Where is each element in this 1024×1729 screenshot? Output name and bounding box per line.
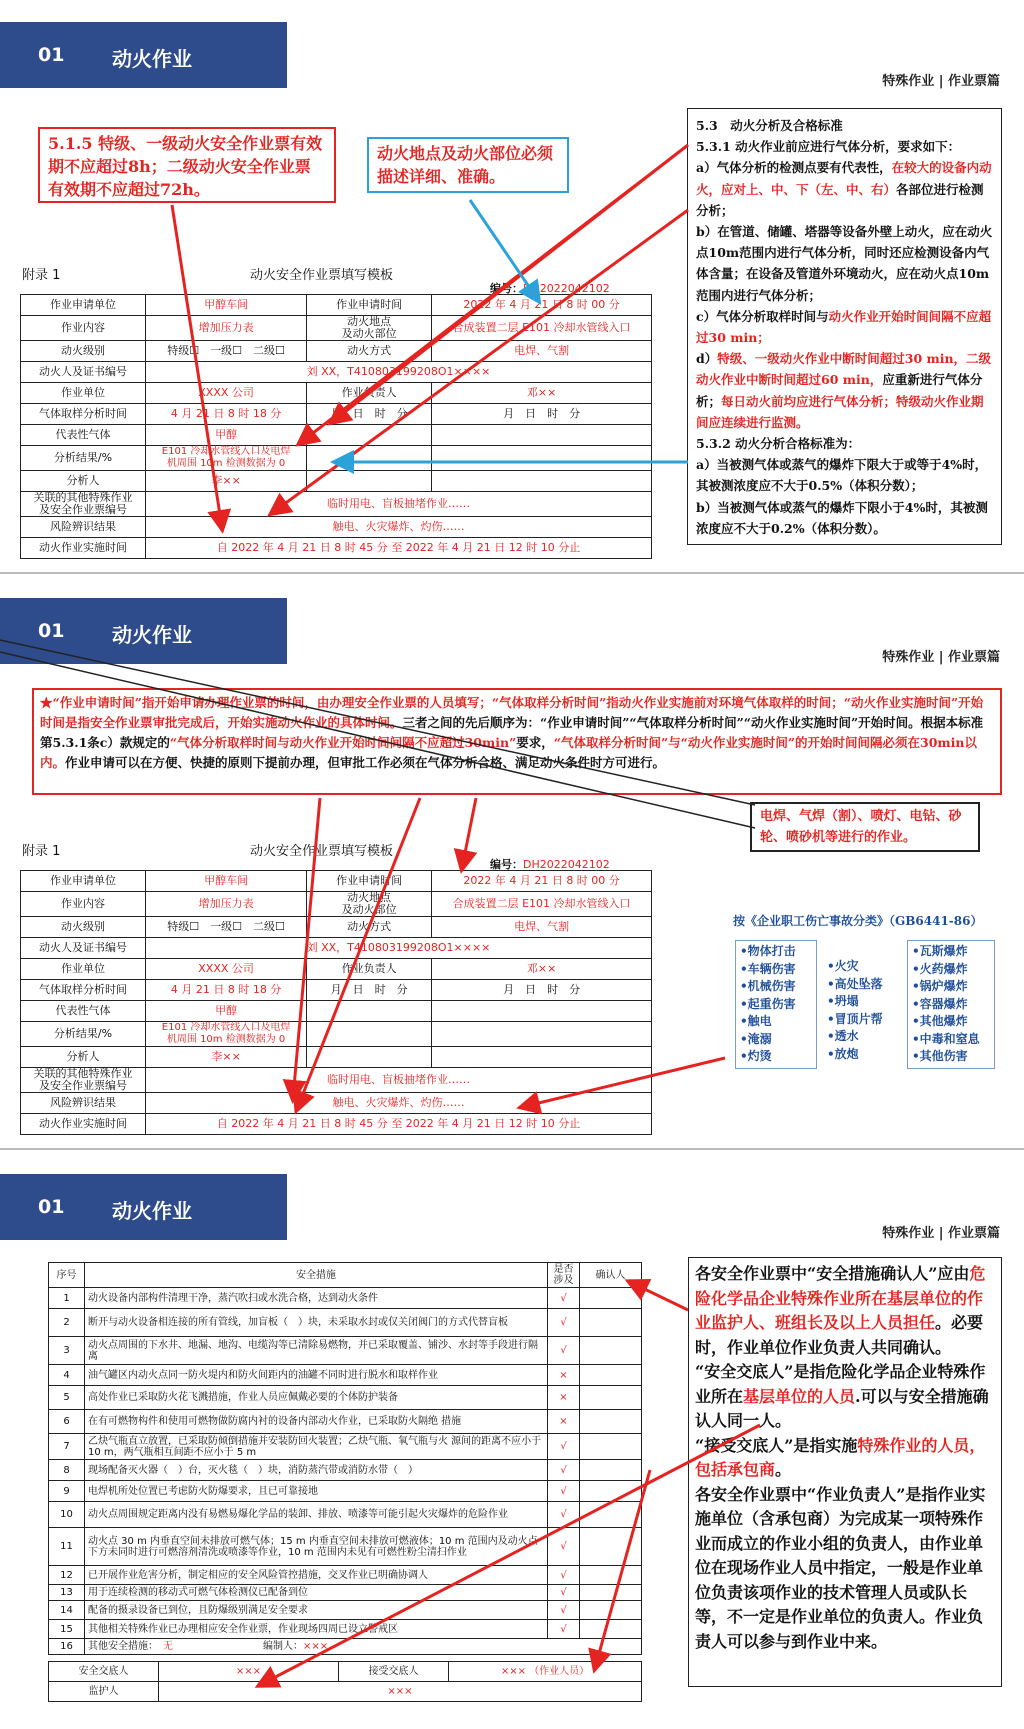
accident-classification: [733, 912, 995, 1087]
slide-1: [0, 0, 1024, 574]
note-confirmer-definitions: 各安全作业票中“安全措施确认人”应由危险化学品企业特殊作业所在基层单位的作业监护人、班组长及以上人员担任。必要时，作业单位作业负责人共同确认。 “安全交底人”是指危险化学品企业特殊作业所在基层单位的人员.可以与安全措施确认人同一人。 “接受交底人”是指实施特殊作业的人员，包括承包商。 各安全作业票中“作业负责人”是指作业实施单位（含承包商）为完成某一项特殊作业而成立的作业小组的负责人，由作业单位在现场作业人员中指定，一般是作业单位负责该项作业的技术管理人员或队长等，不一定是作业单位的负责人。作业负责人可以参与到作业中来。: [688, 1257, 1002, 1687]
std-c: c）气体分析取样时间与动火作业开始时间间隔不应超过30 min；: [696, 308, 992, 346]
note-validity: 5.1.5 特级、一级动火安全作业票有效期不应超过8h；二级动火安全作业票有效期不应超过72h。: [38, 127, 336, 203]
classification-col-2: •火灾 •高处坠落 •坍塌 •冒顶片帮 •透水 •放炮: [827, 959, 883, 1061]
safety-measures-table: 序号 安全措施 是否 涉及 确认人 1 动火设备内部构件清理干净，蒸汽吹扫或水洗合格，达到动火条件 √ 2 断开与动火设备相连接的所有管线，加盲板（ ）块，未采取水封或仅关闭阀门的方式代替盲板 √ 3 动火点周围的下水井、地漏、地沟、电缆沟等已清除易燃物，并已采取覆盖、铺沙、水封等手段进行隔离 √ 4 油气罐区内动火点同一防火堤内和防火间距内的油罐不同时进行脱水和取样作业 × 5 高处作业已采取防火花飞溅措施，作业人员应佩戴必要的个体防护装备 × 6 在有可燃物构件和使用可燃物做防腐内衬的设备内部动火作业，已采取防火隔绝 措施 × 7 乙炔气瓶直立放置，已采取防倾倒措施并安装防回火装置；乙炔气瓶、氧气瓶与火 源间的距离不应小于 10 m，两气瓶相互间距不应小于 5 m √ 8 现场配备灭火器（ ）台，灭火毯（ ）块，消防蒸汽带或消防水带（ ） √ 9 电焊机所处位置已考虑防火防爆要求，且已可靠接地 √ 10 动火点周围规定距离内没有易燃易爆化学品的装卸、排放、喷漆等可能引起火灾爆炸的危险作业 √ 11 动火点 30 m 内垂直空间未排放可燃气体；15 m 内垂直空间未排放可燃液体；10 m 范围内及动火点下方未同时进行可燃溶剂清洗或喷漆等作业，10 m 范围内未见有可燃性粉尘清扫作业 √ 12 已开展作业危害分析，制定相应的安全风险管控措施，交叉作业已明确协调人 √ 13 用于连续检测的移动式可燃气体检测仪已配备到位 √ 14 配备的摄录设备已到位，且防爆级别满足安全要求 √ 15 其他相关特殊作业已办理相应安全作业票，作业现场四周已设立警戒区 √ 16 其他安全措施： 无 编制人：×××: [48, 1262, 642, 1655]
classification-title: 按《企业职工伤亡事故分类》（GB6441-86）: [733, 914, 983, 928]
section-title: 动火作业: [112, 1199, 192, 1223]
section-header: [0, 1174, 287, 1240]
section-number: 01: [38, 1196, 65, 1218]
form-title: 动火安全作业票填写模板: [250, 844, 394, 859]
hot-work-permit-form: [20, 264, 652, 564]
section-title: 动火作业: [112, 47, 192, 71]
form-title: 动火安全作业票填写模板: [250, 268, 394, 283]
std-b: b）在管道、储罐、塔器等设备外壁上动火，应在动火点10m范围内进行气体分析，同时还应检测设备内气体含量；在设备及管道外环境动火，应在动火点10m范围内进行气体分析；: [696, 224, 993, 303]
std-b2: b）当被测气体或蒸气的爆炸下限小于4%时，其被测浓度应不大于0.2%（体积分数）。: [696, 499, 988, 536]
hot-work-permit-form: [20, 840, 652, 1140]
std-a2: a）当被测气体或蒸气的爆炸下限大于或等于4%时，其被测浓度应不大于0.5%（体积分数）；: [696, 457, 988, 494]
classification-col-3: •瓦斯爆炸 •火药爆炸 •锅炉爆炸 •容器爆炸 •其他爆炸 •中毒和窒息 •其他伤害: [907, 940, 995, 1069]
section-header: [0, 22, 287, 88]
std-5-3-2: 5.3.2 动火分析合格标准为：: [696, 436, 861, 452]
permit-table: 作业申请单位 甲醇车间 作业申请时间 2022 年 4 月 21 日 8 时 00 分 作业内容 增加压力表 动火地点 及动火部位 合成装置二层 E101 冷却水管线入口 动火级别 特级☐ 一级☐ 二级☐ 动火方式 电焊、气割 动火人及证书编号 刘 XX，T410803199208O1×××× 作业单位 XXXX 公司 作业负责人 邓×× 气体取样分析时间 4 月 21 日 8 时 18 分 月 日 时 分 月 日 时 分 代表性气体 甲醇 分析结果/% E101 冷却水管线入口及电焊 机周围 10m 检测数据为 0 分析人 李×× 关联的其他特殊作业 及安全作业票编号 临时用电、盲板抽堵作业…… 风险辨识结果 触电、火灾爆炸、灼伤…… 动火作业实施时间 自 2022 年 4 月 21 日 8 时 45 分 至 2022 年 4 月 21 日 12 时 10 分止: [20, 294, 652, 559]
slide-3: [0, 1152, 1024, 1729]
note-hot-work-methods: 电焊、气焊（割）、喷灯、电钻、砂轮、喷砂机等进行的作业。: [750, 802, 980, 852]
standard-5-3-box: [687, 108, 1002, 545]
disclosure-table: 安全交底人 ××× 接受交底人 ××× （作业人员） 监护人 ×××: [48, 1661, 642, 1702]
slide-2: [0, 576, 1024, 1150]
appendix-label: 附录 1: [22, 268, 61, 283]
note-location: 动火地点及动火部位必须描述详细、准确。: [367, 137, 569, 193]
form-number: 编号：DH2022042102: [490, 282, 610, 295]
permit-table: 作业申请单位 甲醇车间 作业申请时间 2022 年 4 月 21 日 8 时 00 分 作业内容 增加压力表 动火地点 及动火部位 合成装置二层 E101 冷却水管线入口 动火级别 特级☐ 一级☐ 二级☐ 动火方式 电焊、气割 动火人及证书编号 刘 XX，T410803199208O1×××× 作业单位 XXXX 公司 作业负责人 邓×× 气体取样分析时间 4 月 21 日 8 时 18 分 月 日 时 分 月 日 时 分 代表性气体 甲醇 分析结果/% E101 冷却水管线入口及电焊 机周围 10m 检测数据为 0 分析人 李×× 关联的其他特殊作业 及安全作业票编号 临时用电、盲板抽堵作业…… 风险辨识结果 触电、火灾爆炸、灼伤…… 动火作业实施时间 自 2022 年 4 月 21 日 8 时 45 分 至 2022 年 4 月 21 日 12 时 10 分止: [20, 870, 652, 1135]
std-title: 5.3 动火分析及合格标准: [696, 118, 843, 133]
std-d: d）特级、一级动火作业中断时间超过30 min，二级动火作业中断时间超过60 min，应重新进行气体分析；每日动火前均应进行气体分析；特级动火作业期间应连续进行监测。: [696, 351, 992, 430]
appendix-label: 附录 1: [22, 844, 61, 859]
form-number: 编号：DH2022042102: [490, 858, 610, 871]
std-a: a）气体分析的检测点要有代表性，在较大的设备内动火，应对上、中、下（左、中、右）各部位进行检测分析；: [696, 160, 992, 218]
std-5-3-1: 5.3.1 动火作业前应进行气体分析，要求如下：: [696, 139, 961, 155]
section-title: 动火作业: [112, 623, 192, 647]
classification-col-1: •物体打击 •车辆伤害 •机械伤害 •起重伤害 •触电 •淹溺 •灼烫: [735, 940, 817, 1069]
section-header: [0, 598, 287, 664]
breadcrumb: 特殊作业 | 作业票篇: [882, 1226, 1000, 1241]
section-number: 01: [38, 620, 65, 642]
breadcrumb: 特殊作业 | 作业票篇: [882, 74, 1000, 89]
section-number: 01: [38, 44, 65, 66]
note-time-definitions: ★“作业申请时间”指开始申请办理作业票的时间，由办理安全作业票的人员填写；“气体取样分析时间”指动火作业实施前对环境气体取样的时间；“动火作业实施时间”开始时间是指安全作业票审批完成后，开始实施动火作业的具体时间。三者之间的先后顺序为：“作业申请时间”“气体取样分析时间”“动火作业实施时间”开始时间。根据本标准第5.3.1条c）款规定的“气体分析取样时间与动火作业开始时间间隔不应超过30min”要求，“气体取样分析时间”与“动火作业实施时间”的开始时间间隔必须在30min以内。作业申请可以在方便、快捷的原则下提前办理，但审批工作必须在气体分析合格、满足动火条件时方可进行。: [32, 688, 1002, 795]
breadcrumb: 特殊作业 | 作业票篇: [882, 650, 1000, 665]
